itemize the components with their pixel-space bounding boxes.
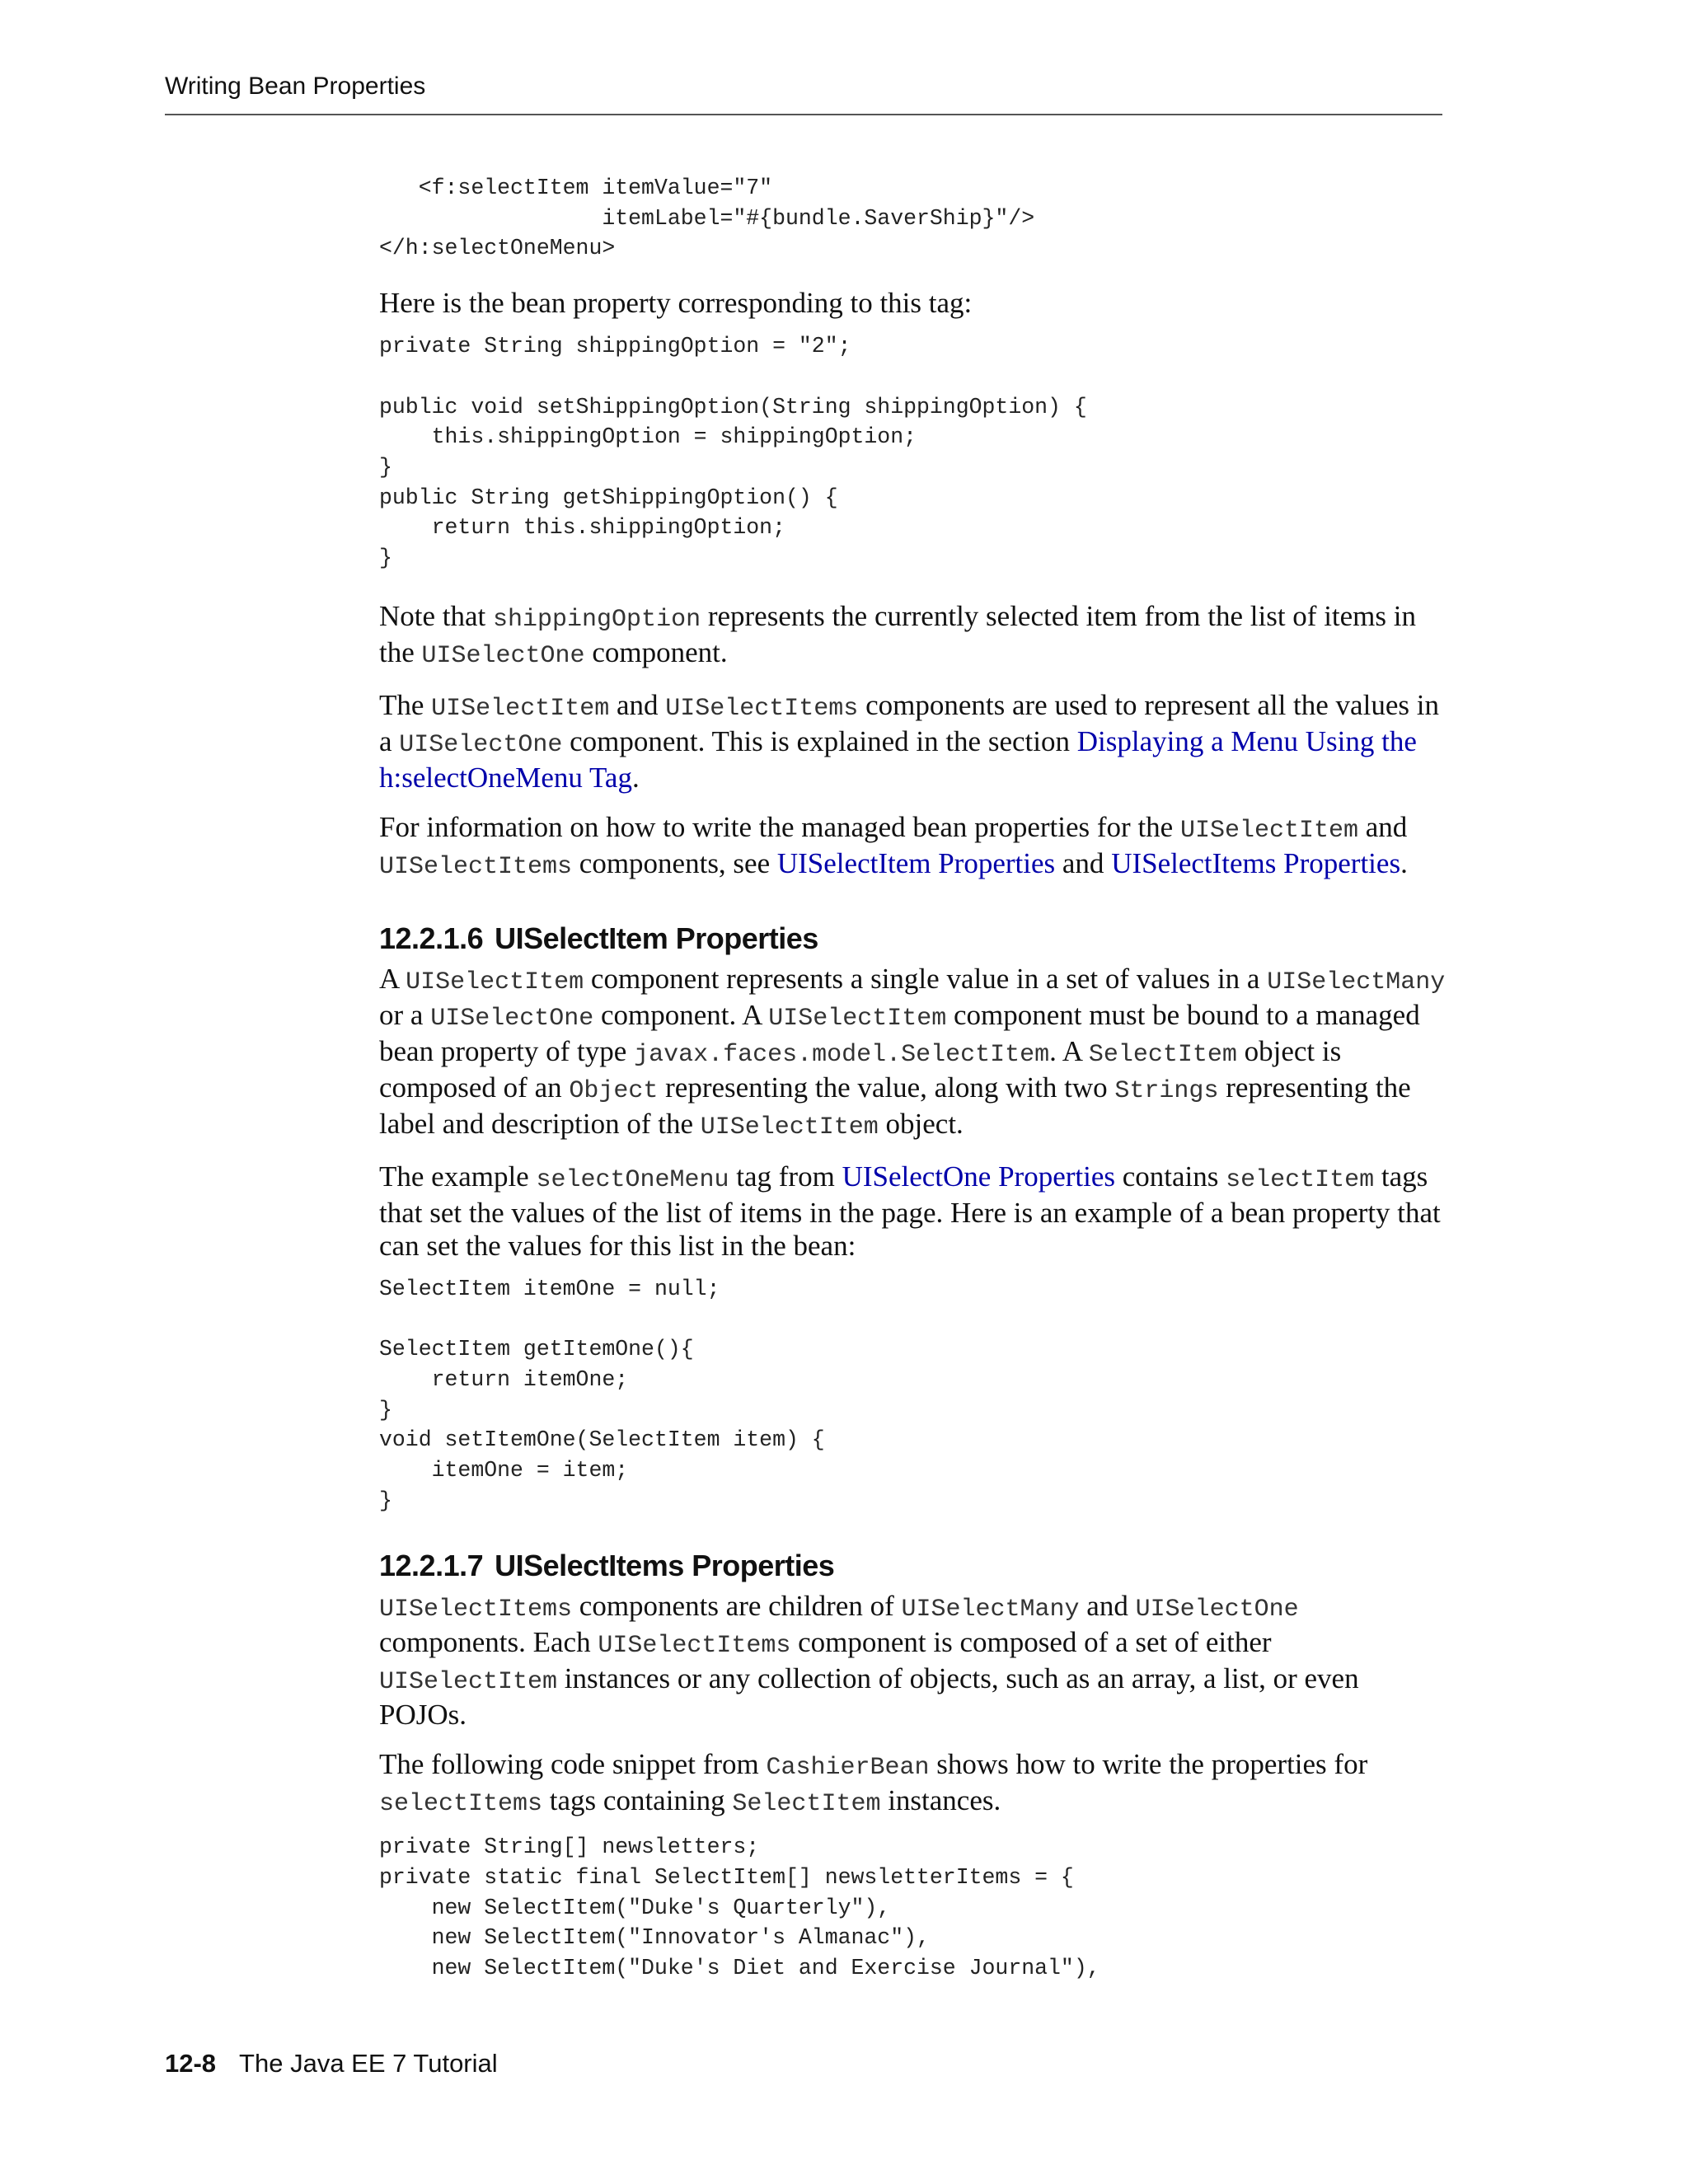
- paragraph-uiselectitems-description: UISelectItems components are children of UISelectMany and UISelectOne components. Each UISelectItems component is composed of a set of either UISelectItem instances or any collection of objects, such as an array, a list, or even POJOs.: [379, 1590, 1359, 1732]
- paragraph-select-items-overview: The UISelectItem and UISelectItems components are used to represent all the values in a UISelectOne component. This is explained in the section Displaying a Menu Using the h:selectOneMenu Tag.: [379, 688, 1439, 794]
- header-divider: [165, 114, 1442, 115]
- book-title: The Java EE 7 Tutorial: [239, 2049, 498, 2078]
- link-uiselectitems-properties[interactable]: UISelectItems Properties: [1111, 846, 1401, 879]
- code-block-newsletters: private String[] newsletters; private static final SelectItem[] newsletterItems = { new SelectItem("Duke's Quarterly"), new SelectItem("Innovator's Almanac"), new SelectItem("Duke's Diet and Exercise Journal"),: [379, 1835, 1100, 1981]
- link-displaying-a-menu[interactable]: Displaying a Menu Using the h:selectOneMenu Tag: [379, 724, 1417, 794]
- paragraph-selectonemenu-example: The example selectOneMenu tag from UISelectOne Properties contains selectItem tags that set the values of the list of items in the page. Here is an example of a bean property that can set the values for this list in the bean:: [379, 1160, 1441, 1262]
- paragraph-bean-property-intro: Here is the bean property corresponding to this tag:: [379, 287, 973, 320]
- code-block-shipping-option: private String shippingOption = "2"; public void setShippingOption(String shippingOption) { this.shippingOption = shippingOption; } public String getShippingOption() { return this.shippingOption; }: [379, 334, 1087, 571]
- link-uiselectone-properties[interactable]: UISelectOne Properties: [842, 1160, 1115, 1193]
- page-content: [379, 173, 1451, 1984]
- section-heading-uiselectitems: 12.2.1.7 UISelectItems Properties: [379, 1549, 835, 1583]
- code-block-selectonemenu-end: <f:selectItem itemValue="7" itemLabel="#{bundle.SaverShip}"/> </h:selectOneMenu>: [379, 176, 1035, 261]
- page-footer: [165, 2049, 498, 2079]
- link-uiselectitem-properties[interactable]: UISelectItem Properties: [776, 846, 1056, 879]
- section-heading-uiselectitem: 12.2.1.6 UISelectItem Properties: [379, 921, 818, 955]
- paragraph-properties-reference: For information on how to write the managed bean properties for the UISelectItem and UISelectItems components, see UISelectItem Properties and UISelectItems Properties.: [379, 810, 1408, 881]
- page-number: 12-8: [165, 2049, 217, 2078]
- running-header: Writing Bean Properties: [165, 73, 426, 100]
- paragraph-uiselectitem-description: A UISelectItem component represents a single value in a set of values in a UISelectMany or a UISelectOne component. A UISelectItem component must be bound to a managed bean property of type javax.faces.model.SelectItem. A SelectItem object is composed of an Object representing the value, along with two Strings representing the label and description of the UISelectItem object.: [379, 962, 1446, 1141]
- paragraph-cashierbean-snippet: The following code snippet from CashierBean shows how to write the properties for selectItems tags containing SelectItem instances.: [379, 1748, 1368, 1819]
- code-block-item-one: SelectItem itemOne = null; SelectItem getItemOne(){ return itemOne; } void setItemOne(SelectItem item) { itemOne = item; }: [379, 1276, 825, 1513]
- paragraph-shipping-option-note: Note that shippingOption represents the currently selected item from the list of items in the UISelectOne component.: [379, 599, 1417, 670]
